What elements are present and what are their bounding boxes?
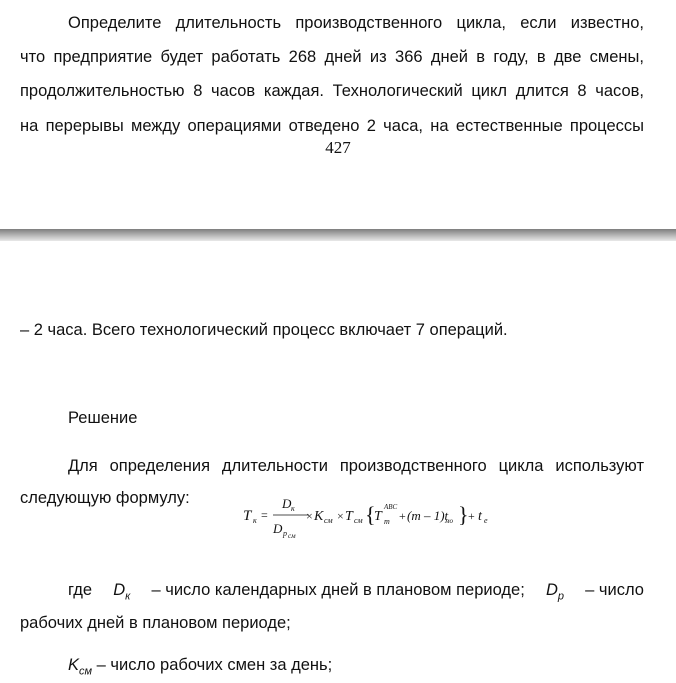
definition-line-2: рабочих дней в плановом периоде; xyxy=(20,614,291,632)
ksm-sub: см xyxy=(79,665,93,678)
formula-intro-line: следующую формулу: xyxy=(20,489,190,507)
dk-text: – число календарных дней в плановом периоде; xyxy=(151,581,525,599)
formula-den: D xyxy=(273,521,283,536)
text-line: продолжительностью 8 часов каждая. Технологический цикл длится 8 часов, xyxy=(20,82,644,100)
formula-tm: T xyxy=(374,509,382,524)
formula-plus: + xyxy=(399,509,406,523)
definition-line xyxy=(68,578,644,602)
dk-sub: к xyxy=(125,590,131,603)
formula-te: t xyxy=(478,509,482,524)
formula-t-sub: см xyxy=(354,516,363,525)
formula-tm-sub: m xyxy=(384,517,390,526)
ksm-definition xyxy=(68,653,644,677)
formula-brace-open: { xyxy=(365,502,376,527)
formula-num: D xyxy=(282,496,292,511)
formula-mm1: (m – 1)t xyxy=(407,508,449,523)
dp-definition xyxy=(546,578,564,602)
dk-symbol: D xyxy=(113,581,126,599)
text-line: что предприятие будет работать 268 дней из 366 дней в году, в две смены, xyxy=(20,48,644,66)
cycle-duration-formula xyxy=(243,489,493,539)
formula-num-sub: к xyxy=(291,504,295,513)
text-line: Определите длительность производственного цикла, если известно, xyxy=(68,14,644,32)
formula-mo-sub: мо xyxy=(445,517,453,525)
ksm-text: – число рабочих смен за день; xyxy=(96,656,333,674)
formula-intro-line: Для определения длительности производственного цикла используют xyxy=(68,457,644,475)
formula-lhs-sub: к xyxy=(253,516,257,525)
dp-symbol: D xyxy=(545,581,558,599)
formula-brace-close: } xyxy=(458,502,469,527)
formula-plus: + xyxy=(468,509,475,523)
formula-k: K xyxy=(314,509,324,524)
formula-k-sub: см xyxy=(324,516,333,525)
formula-te-sub: е xyxy=(484,516,488,525)
dp-sub: р xyxy=(557,590,564,603)
formula-t: T xyxy=(345,509,353,524)
section-heading: Решение xyxy=(68,409,138,427)
continuation-line: – 2 часа. Всего технологический процесс включает 7 операций. xyxy=(20,321,508,339)
page-number: 427 xyxy=(325,138,351,157)
formula-tm-sup: ABC xyxy=(384,503,398,511)
dp-text: – число xyxy=(585,581,644,599)
formula-times: × xyxy=(337,509,344,523)
formula-den-sub: р xyxy=(283,529,287,538)
page-separator xyxy=(0,229,676,241)
ksm-symbol: K xyxy=(68,656,80,674)
formula-den-subsub: см xyxy=(288,532,296,539)
formula-times: × xyxy=(306,509,313,523)
where-prefix: где xyxy=(68,581,93,599)
formula-eq: = xyxy=(261,508,268,522)
formula-lhs: T xyxy=(243,508,252,524)
dk-definition xyxy=(113,578,130,602)
document-page-top xyxy=(0,0,676,229)
text-line: на перерывы между операциями отведено 2 часа, на естественные процессы xyxy=(20,117,644,135)
